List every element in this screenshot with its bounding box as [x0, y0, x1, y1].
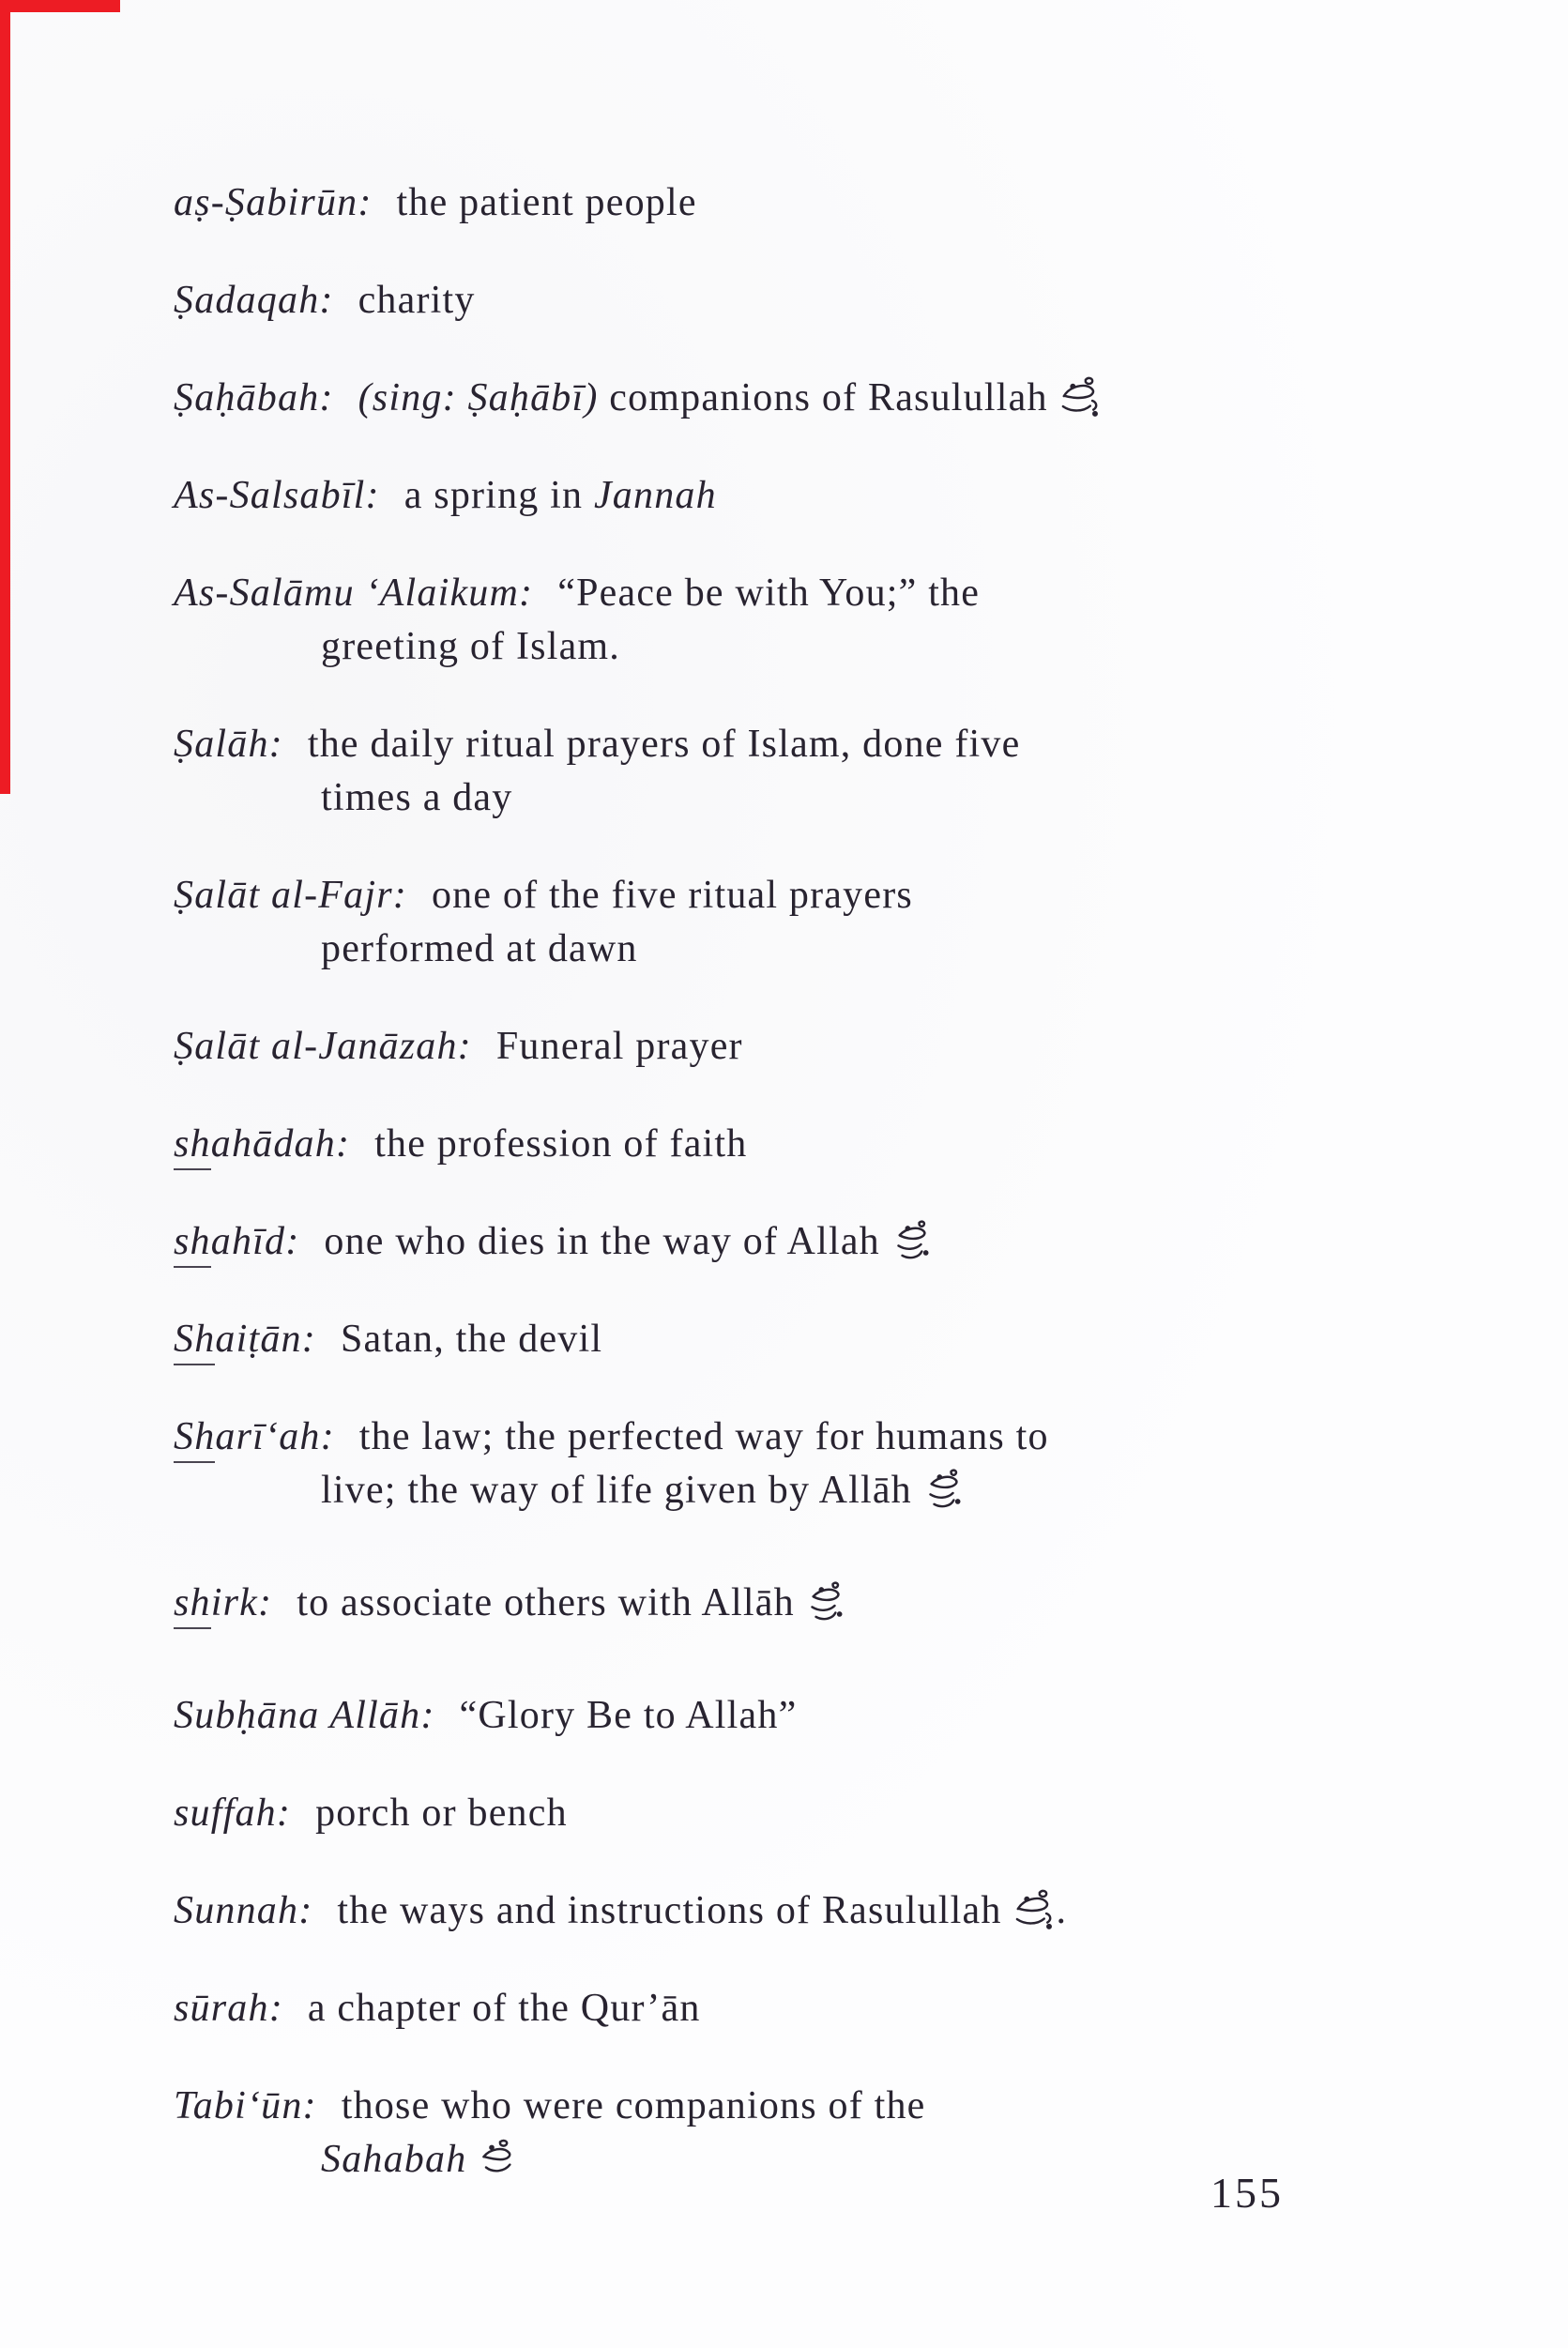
definition-text: one who dies in the way of Allah	[324, 1220, 891, 1263]
radiyallahu-anhum-calligraphy-icon	[478, 2133, 521, 2187]
glossary-entry	[174, 274, 1389, 328]
definition-text: porch or bench	[315, 1791, 568, 1835]
glossary-definition	[321, 1415, 1049, 1512]
term-underlined: Sh	[174, 1415, 215, 1463]
glossary-term	[174, 1220, 324, 1263]
definition-text: greeting of Islam.	[321, 625, 621, 668]
term-underlined: sh	[174, 1581, 211, 1629]
glossary-list	[174, 176, 1389, 2231]
definition-text: to associate others with Allāh	[297, 1581, 806, 1624]
glossary-entry	[174, 1982, 1389, 2035]
definition-text: “Glory Be to Allah”	[459, 1694, 798, 1737]
glossary-definition	[404, 474, 717, 517]
term-text: ahīd:	[210, 1220, 300, 1263]
term-text: irk:	[210, 1581, 273, 1624]
glossary-definition	[308, 1987, 701, 2030]
definition-text: .	[1056, 1889, 1068, 1932]
term-underlined: Sh	[174, 1318, 215, 1365]
glossary-term	[174, 1415, 359, 1458]
glossary-definition	[460, 1694, 798, 1737]
definition-text: Funeral prayer	[495, 1025, 743, 1068]
subhanahu-wa-taala-calligraphy-icon	[923, 1464, 967, 1517]
glossary-term	[174, 376, 358, 419]
glossary-term	[174, 723, 308, 766]
term-text: aṣ-Ṣabirūn:	[174, 181, 373, 224]
term-text: Ṣalāt al-Fajr:	[174, 874, 407, 917]
glossary-term	[174, 1581, 297, 1624]
glossary-term	[174, 474, 404, 517]
glossary-definition	[496, 1025, 743, 1068]
glossary-term	[174, 1889, 337, 1932]
term-text: ahādah:	[210, 1122, 351, 1166]
term-text: As-Salsabīl:	[174, 474, 380, 517]
glossary-entry	[174, 1577, 1389, 1630]
glossary-entry	[174, 1020, 1389, 1074]
definition-text: the profession of faith	[374, 1122, 748, 1166]
glossary-entry	[174, 1884, 1389, 1938]
glossary-definition	[341, 1318, 602, 1361]
definition-text: those who were companions of the	[341, 2084, 926, 2127]
glossary-entry	[174, 176, 1389, 230]
glossary-term	[174, 181, 397, 224]
term-text: Ṣalāh:	[174, 723, 283, 766]
sallallahu-alayhi-wa-sallam-calligraphy-icon	[1058, 372, 1102, 425]
glossary-definition	[321, 2084, 926, 2181]
term-text: Ṣalāt al-Janāzah:	[174, 1025, 472, 1068]
term-text: suffah:	[174, 1791, 292, 1835]
sallallahu-alayhi-wa-sallam-calligraphy-icon	[1012, 1884, 1056, 1938]
definition-text: the patient people	[396, 181, 697, 224]
definition-text: the daily ritual prayers of Islam, done five	[307, 723, 1021, 766]
definition-italic-text: (sing: Ṣaḥābī)	[358, 376, 599, 419]
glossary-definition	[358, 376, 1103, 419]
glossary-term	[174, 572, 557, 615]
definition-text: the ways and instructions of Rasulullah	[337, 1889, 1013, 1932]
definition-text: Satan, the devil	[340, 1318, 603, 1361]
glossary-entry	[174, 469, 1389, 523]
definition-text: a spring in	[403, 474, 594, 517]
definition-italic-text: Sahabah	[321, 2138, 479, 2181]
glossary-definition	[337, 1889, 1067, 1932]
glossary-entry	[174, 372, 1389, 425]
term-text: As-Salāmu ‘Alaikum:	[174, 572, 534, 615]
definition-text: live; the way of life given by Allāh	[321, 1469, 923, 1512]
glossary-entry	[174, 718, 1389, 825]
glossary-entry	[174, 1787, 1389, 1840]
glossary-entry	[174, 1410, 1389, 1517]
glossary-definition	[297, 1581, 849, 1624]
glossary-term	[174, 874, 432, 917]
term-underlined: sh	[174, 1122, 211, 1170]
glossary-term	[174, 279, 358, 322]
glossary-definition	[315, 1791, 568, 1835]
glossary-entry	[174, 567, 1389, 674]
definition-text: a chapter of the Qur’ān	[307, 1987, 701, 2030]
glossary-definition	[358, 279, 476, 322]
glossary-term	[174, 1791, 315, 1835]
glossary-entry	[174, 1215, 1389, 1269]
glossary-term	[174, 1694, 460, 1737]
definition-text: “Peace be with You;” the	[557, 572, 981, 615]
term-text: aiṭān:	[215, 1318, 316, 1361]
definition-text: one of the five ritual prayers	[431, 874, 913, 917]
glossary-definition	[374, 1122, 747, 1166]
glossary-term	[174, 1987, 308, 2030]
glossary-entry	[174, 869, 1389, 976]
definition-italic-text: Jannah	[593, 474, 717, 517]
subhanahu-wa-taala-calligraphy-icon	[891, 1215, 935, 1269]
definition-text: the law; the perfected way for humans to	[358, 1415, 1049, 1458]
term-text: arī‘ah:	[215, 1415, 335, 1458]
definition-text: times a day	[321, 776, 513, 819]
glossary-entry	[174, 1118, 1389, 1171]
definition-text: performed at dawn	[321, 927, 638, 970]
glossary-definition	[397, 181, 697, 224]
page-number: 155	[1210, 2169, 1284, 2217]
definition-text: companions of Rasulullah	[598, 376, 1059, 419]
term-text: Tabi‘ūn:	[174, 2084, 317, 2127]
term-text: Sunnah:	[174, 1889, 313, 1932]
glossary-entry	[174, 1313, 1389, 1366]
scan-edge-artifact-top	[0, 0, 120, 12]
glossary-term	[174, 1122, 374, 1166]
glossary-entry	[174, 1689, 1389, 1743]
term-text: Ṣadaqah:	[174, 279, 334, 322]
glossary-entry	[174, 2080, 1389, 2187]
glossary-definition	[308, 723, 1021, 819]
glossary-term	[174, 2084, 342, 2127]
definition-text: charity	[358, 279, 476, 322]
glossary-term	[174, 1025, 496, 1068]
glossary-definition	[324, 1220, 934, 1263]
term-text: Subḥāna Allāh:	[174, 1694, 435, 1737]
scan-edge-artifact-left	[0, 0, 10, 794]
term-text: sūrah:	[174, 1987, 283, 2030]
term-text: Ṣaḥābah:	[174, 376, 334, 419]
glossary-term	[174, 1318, 341, 1361]
term-underlined: sh	[174, 1220, 211, 1268]
subhanahu-wa-taala-calligraphy-icon	[805, 1577, 848, 1630]
